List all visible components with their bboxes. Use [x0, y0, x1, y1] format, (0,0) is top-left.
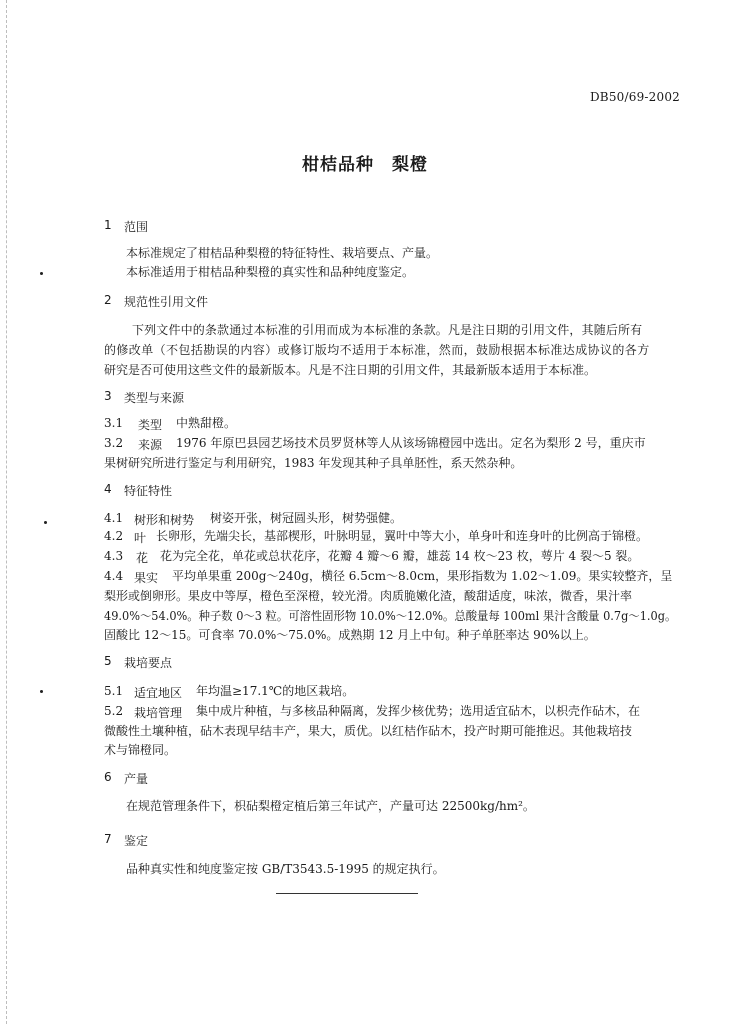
section-number: 5 [104, 654, 112, 668]
clause-label: 类型 [138, 418, 163, 432]
clause-label: 花 [136, 551, 149, 565]
paragraph-line: 花为完全花，单花或总状花序，花瓣 4 瓣～6 瓣，雄蕊 14 枚～23 枚，萼片 4 裂～5 裂。 [160, 549, 640, 563]
paragraph-line: 平均单果重 200g～240g，横径 6.5cm～8.0cm，果形指数为 1.02～1.09。果实较整齐，呈 [172, 569, 673, 583]
paragraph-line: 树姿开张，树冠圆头形，树势强健。 [210, 511, 403, 525]
section-title: 规范性引用文件 [124, 295, 209, 309]
section-title: 范围 [124, 220, 149, 234]
section-title: 栽培要点 [124, 656, 173, 670]
section-title: 特征特性 [124, 484, 173, 498]
section-title: 产量 [124, 772, 149, 786]
paragraph-line: 下列文件中的条款通过本标准的引用而成为本标准的条款。凡是注日期的引用文件，其随后所有 [132, 323, 643, 337]
section-number: 2 [104, 293, 112, 307]
clause-label: 适宜地区 [134, 686, 183, 700]
paragraph-line: 本标准适用于柑桔品种梨橙的真实性和品种纯度鉴定。 [126, 265, 415, 279]
clause-number: 4.1 [104, 511, 124, 525]
paragraph-line: 长卵形，先端尖长，基部楔形，叶脉明显，翼叶中等大小，单身叶和连身叶的比例高于锦橙。 [156, 529, 649, 543]
paragraph-line: 中熟甜橙。 [176, 416, 237, 430]
section-number: 3 [104, 389, 112, 403]
scan-speck [40, 690, 43, 693]
clause-label: 叶 [134, 531, 147, 545]
scan-speck [40, 272, 43, 275]
document-code: DB50/69-2002 [589, 90, 680, 104]
clause-label: 来源 [138, 438, 163, 452]
paragraph-line: 集中成片种植，与多核品种隔离，发挥少核优势；选用适宜砧木，以枳壳作砧木，在 [196, 704, 641, 718]
paragraph-line: 品种真实性和纯度鉴定按 GB/T3543.5-1995 的规定执行。 [126, 862, 445, 876]
section-number: 1 [104, 218, 112, 232]
paragraph-line: 本标准规定了柑桔品种梨橙的特征特性、栽培要点、产量。 [126, 246, 439, 260]
paragraph-line: 梨形或倒卵形。果皮中等厚，橙色至深橙，较光滑。肉质脆嫩化渣，酸甜适度，味浓，微香，果汁率 [104, 589, 633, 603]
paragraph-line: 的修改单（不包括勘误的内容）或修订版均不适用于本标准，然而，鼓励根据本标准达成协议的各方 [104, 343, 650, 357]
clause-number: 3.1 [104, 416, 124, 430]
clause-number: 5.2 [104, 704, 124, 718]
section-number: 7 [104, 832, 112, 846]
section-number: 4 [104, 482, 112, 496]
paragraph-line: 微酸性土壤种植，砧木表现早结丰产，果大，质优。以红桔作砧木，投产时期可能推迟。其他栽培技 [104, 724, 633, 738]
paragraph-line: 在规范管理条件下，枳砧梨橙定植后第三年试产，产量可达 22500kg/hm²。 [126, 799, 535, 813]
clause-number: 4.4 [104, 569, 124, 583]
clause-number: 3.2 [104, 436, 124, 450]
clause-label: 树形和树势 [134, 513, 195, 527]
section-number: 6 [104, 770, 112, 784]
clause-number: 5.1 [104, 684, 124, 698]
section-title: 类型与来源 [124, 391, 185, 405]
paragraph-line: 果树研究所进行鉴定与利用研究，1983 年发现其种子具单胚性，系天然杂种。 [104, 456, 523, 470]
paragraph-line: 49.0%～54.0%。种子数 0～3 粒。可溶性固形物 10.0%～12.0%。总酸量每 100ml 果汁含酸量 0.7g～1.0g。 [104, 609, 677, 623]
clause-label: 果实 [134, 571, 159, 585]
page-title: 柑桔品种 梨橙 [302, 155, 428, 175]
section-title: 鉴定 [124, 834, 149, 848]
paragraph-line: 术与锦橙同。 [104, 743, 177, 757]
paragraph-line: 1976 年原巴县园艺场技术员罗贤林等人从该场锦橙园中选出。定名为梨形 2 号，重庆市 [176, 436, 646, 450]
paragraph-line: 年均温≥17.1℃的地区栽培。 [196, 684, 355, 698]
clause-label: 栽培管理 [134, 706, 183, 720]
paragraph-line: 固酸比 12～15。可食率 70.0%～75.0%。成熟期 12 月上中旬。种子单胚率达 90%以上。 [104, 628, 596, 642]
end-rule [276, 893, 418, 894]
clause-number: 4.3 [104, 549, 124, 563]
paragraph-line: 研究是否可使用这些文件的最新版本。凡是不注日期的引用文件，其最新版本适用于本标准。 [104, 363, 597, 377]
scan-speck [44, 521, 47, 524]
clause-number: 4.2 [104, 529, 124, 543]
